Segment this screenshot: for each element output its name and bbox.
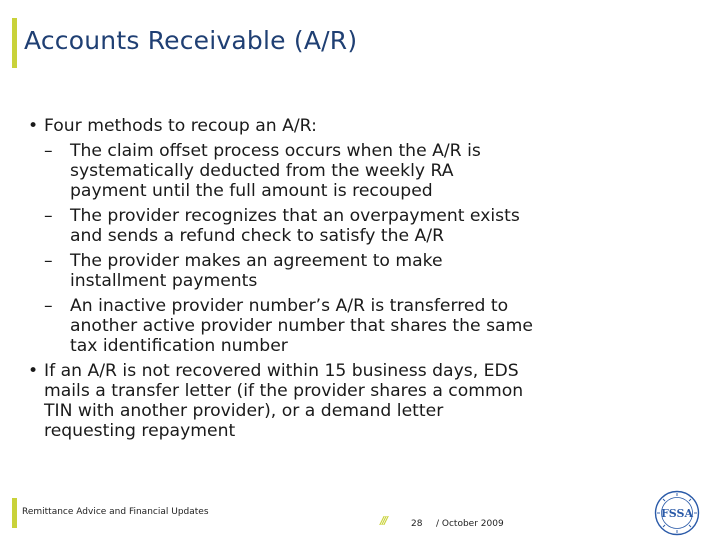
title-accent-bar [12, 18, 17, 68]
bullet-item [28, 116, 628, 136]
sub-bullet-text: An inactive provider number’s A/R is transferred to another active provider number that shares the same tax identification number [70, 296, 533, 356]
logo-text: FSSA [661, 507, 693, 520]
sub-bullet-text: The claim offset process occurs when the A/R is systematically deducted from the weekly RA payment until the full amount is recouped [70, 141, 481, 201]
sub-bullet-marker: – [44, 251, 53, 271]
footer-accent-bar [12, 498, 17, 528]
sub-bullet-marker: – [44, 141, 53, 161]
fssa-seal-logo [654, 490, 700, 536]
sub-bullet-item [28, 141, 628, 201]
bullet-marker: • [28, 361, 39, 381]
footer-date: / October 2009 [436, 519, 504, 529]
sub-bullet-marker: – [44, 206, 53, 226]
footer-slashes: /// [378, 514, 388, 527]
sub-bullet-item [28, 296, 628, 356]
sub-bullet-marker: – [44, 296, 53, 316]
footer-presentation-title: Remittance Advice and Financial Updates [22, 507, 209, 517]
sub-bullet-text: The provider makes an agreement to make installment payments [70, 251, 443, 291]
bullet-item [28, 361, 628, 441]
slide-title: Accounts Receivable (A/R) [24, 26, 358, 55]
sub-bullet-text: The provider recognizes that an overpayment exists and sends a refund check to satisfy the A/R [70, 206, 520, 246]
sub-bullet-item [28, 206, 628, 246]
bullet-marker: • [28, 116, 39, 136]
slide-body [28, 116, 628, 446]
bullet-text: Four methods to recoup an A/R: [44, 116, 317, 136]
bullet-text: If an A/R is not recovered within 15 business days, EDS mails a transfer letter (if the provider shares a common TIN with another provider), or a demand letter requesting repayment [44, 361, 524, 441]
sub-bullet-item [28, 251, 628, 291]
page-number: 28 [411, 519, 423, 529]
